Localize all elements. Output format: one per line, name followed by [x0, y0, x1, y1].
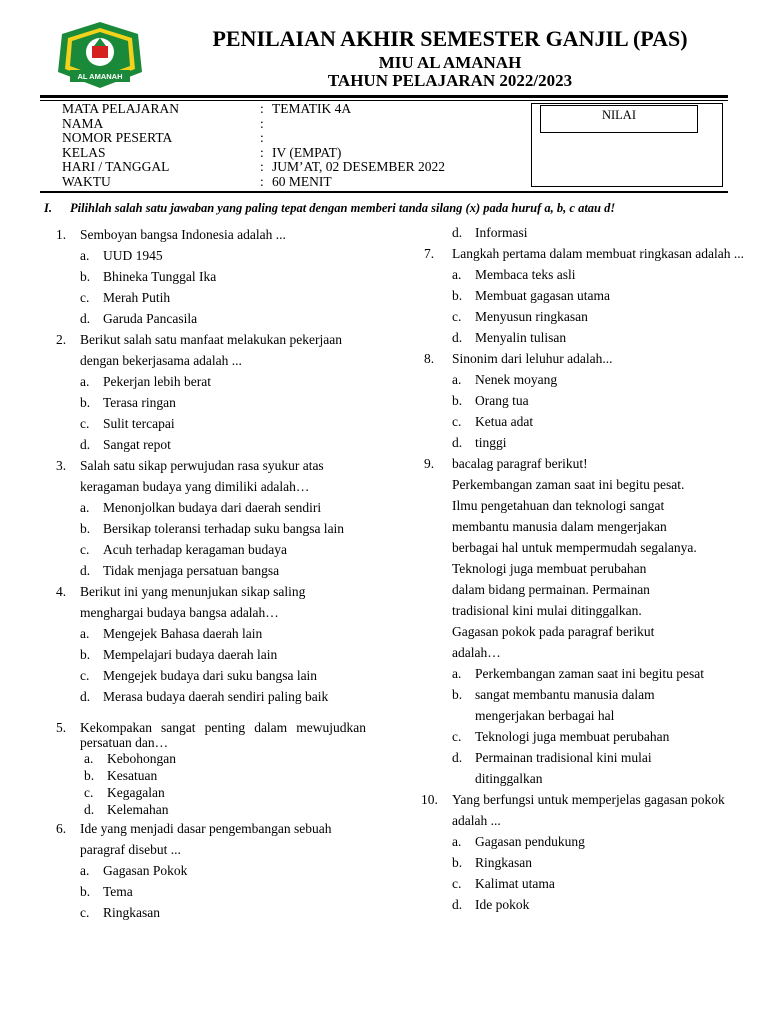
- option[interactable]: d. Merasa budaya daerah sendiri paling baik: [80, 689, 329, 704]
- question-9: 9. bacalag paragraf berikut! Perkembangan zaman saat ini begitu pesat. Ilmu pengetahuan dan teknologi sangat membantu manusia dalam mengerjakan berbagai hal untuk mempermudah segalanya. Teknologi juga membuat perubahan dalam bidang permainan. Permainan tradisional kini mulai ditinggalkan. Gagasan pokok pada paragraf berikut adalah… a. Perkembangan zaman saat ini begitu pesat b. sangat membantu manusia dalam mengerjakan berbagai hal c. Teknologi juga membuat perubahan d. Permainan tradisional kini mulai ditinggalkan: [424, 453, 744, 789]
- option[interactable]: a. UUD 1945: [80, 248, 163, 263]
- passage-line: Gagasan pokok pada paragraf berikut: [452, 624, 655, 639]
- info-row-time: WAKTU : 60 MENIT: [62, 173, 332, 189]
- question-2: 2. Berikut salah satu manfaat melakukan pekerjaan dengan bekerjasama adalah ... a. Pekerjan lebih berat b. Terasa ringan c. Sulit tercapai d. Sangat repot: [56, 329, 366, 455]
- option[interactable]: c. Ketua adat: [452, 414, 534, 429]
- option[interactable]: c. Mengejek budaya dari suku bangsa lain: [80, 668, 318, 683]
- section-instruction: I. Pilihlah salah satu jawaban yang paling tepat dengan memberi tanda silang (x) pada huruf a, b, c atau d!: [44, 201, 616, 215]
- header-rule-thick: [40, 95, 728, 98]
- option[interactable]: d. Ide pokok: [452, 897, 530, 912]
- option[interactable]: d. tinggi: [452, 435, 507, 450]
- option[interactable]: b. Orang tua: [452, 393, 529, 408]
- option[interactable]: b. Kesatuan: [84, 768, 158, 783]
- question-10: 10. Yang berfungsi untuk memperjelas gagasan pokok adalah ... a. Gagasan pendukung b. Ringkasan c. Kalimat utama d. Ide pokok: [424, 789, 744, 915]
- option[interactable]: d. Tidak menjaga persatuan bangsa: [80, 563, 280, 578]
- option[interactable]: b. Bhineka Tunggal Ika: [80, 269, 217, 284]
- question-1: 1. Semboyan bangsa Indonesia adalah ... a. UUD 1945 b. Bhineka Tunggal Ika c. Merah Putih d. Garuda Pancasila: [56, 224, 366, 329]
- question-3: 3. Salah satu sikap perwujudan rasa syukur atas keragaman budaya yang dimiliki adalah… a. Menonjolkan budaya dari daerah sendiri b. Bersikap toleransi terhadap suku bangsa lain c. Acuh terhadap keragaman budaya d. Tidak menjaga persatuan bangsa: [56, 455, 366, 581]
- info-row-date: HARI / TANGGAL : JUM’AT, 02 DESEMBER 2022: [62, 159, 446, 174]
- option[interactable]: a. Nenek moyang: [452, 372, 558, 387]
- academic-year: TAHUN PELAJARAN 2022/2023: [327, 71, 573, 90]
- info-row-subject: MATA PELAJARAN : TEMATIK 4A: [62, 101, 352, 116]
- question-5: 5. Kekompakan sangat penting dalam mewujudkan persatuan dan… a. Kebohongan b. Kesatuan c. Kegagalan d. Kelemahan: [56, 720, 366, 817]
- option[interactable]: a. Gagasan pendukung: [452, 834, 585, 849]
- option[interactable]: d. Kelemahan: [84, 802, 169, 817]
- info-row-name: NAMA :: [62, 115, 264, 131]
- option[interactable]: c. Kegagalan: [84, 785, 165, 800]
- question-8: 8. Sinonim dari leluhur adalah... a. Nenek moyang b. Orang tua c. Ketua adat d. tinggi: [424, 348, 744, 453]
- passage-line: Perkembangan zaman saat ini begitu pesat.: [452, 477, 685, 492]
- option[interactable]: b. Ringkasan: [452, 855, 532, 870]
- passage-line: berbagai hal untuk mempermudah segalanya.: [452, 540, 697, 555]
- option[interactable]: a. Pekerjan lebih berat: [80, 374, 211, 389]
- info-row-participant-number: NOMOR PESERTA :: [62, 130, 264, 145]
- option[interactable]: c. Menyusun ringkasan: [452, 309, 588, 324]
- option[interactable]: b. Tema: [80, 884, 133, 899]
- option[interactable]: d. Garuda Pancasila: [80, 311, 198, 326]
- option[interactable]: c. Acuh terhadap keragaman budaya: [80, 542, 288, 557]
- option[interactable]: b. Mempelajari budaya daerah lain: [80, 647, 278, 662]
- option[interactable]: a. Membaca teks asli: [452, 267, 576, 282]
- passage-line: dalam bidang permainan. Permainan: [452, 582, 650, 597]
- option[interactable]: d. Informasi: [452, 225, 528, 240]
- passage-line: Ilmu pengetahuan dan teknologi sangat: [452, 498, 665, 513]
- logo-text: AL AMANAH: [77, 72, 123, 81]
- option[interactable]: b. Terasa ringan: [80, 395, 176, 410]
- option[interactable]: c. Kalimat utama: [452, 876, 555, 891]
- option[interactable]: c. Ringkasan: [80, 905, 160, 920]
- option[interactable]: c. Teknologi juga membuat perubahan: [452, 729, 670, 744]
- question-7: 7. Langkah pertama dalam membuat ringkasan adalah ... a. Membaca teks asli b. Membuat gagasan utama c. Menyusun ringkasan d. Menyalin tulisan: [424, 243, 744, 348]
- option[interactable]: b. sangat membantu manusia dalam mengerjakan berbagai hal: [452, 687, 655, 723]
- option[interactable]: a. Gagasan Pokok: [80, 863, 188, 878]
- option[interactable]: d. Menyalin tulisan: [452, 330, 567, 345]
- school-logo: [56, 20, 144, 90]
- option[interactable]: c. Merah Putih: [80, 290, 171, 305]
- passage-line: membantu manusia dalam mengerjakan: [452, 519, 667, 534]
- option[interactable]: a. Kebohongan: [84, 751, 176, 766]
- passage-line: tradisional kini mulai ditinggalkan.: [452, 603, 642, 618]
- option[interactable]: a. Perkembangan zaman saat ini begitu pesat: [452, 666, 705, 681]
- question-4: 4. Berikut ini yang menunjukan sikap saling menghargai budaya bangsa adalah… a. Mengejek Bahasa daerah lain b. Mempelajari budaya daerah lain c. Mengejek budaya dari suku bangsa lain d. Merasa budaya daerah sendiri paling baik: [56, 581, 366, 707]
- option[interactable]: d. Permainan tradisional kini mulai ditinggalkan: [452, 750, 652, 786]
- info-row-class: KELAS : IV (EMPAT): [62, 144, 342, 160]
- option[interactable]: d. Sangat repot: [80, 437, 171, 452]
- option[interactable]: c. Sulit tercapai: [80, 416, 175, 431]
- questions-right-column: [421, 222, 745, 915]
- passage-line: adalah…: [452, 645, 501, 660]
- option[interactable]: b. Membuat gagasan utama: [452, 288, 610, 303]
- option[interactable]: a. Menonjolkan budaya dari daerah sendiri: [80, 500, 322, 515]
- option[interactable]: b. Bersikap toleransi terhadap suku bangsa lain: [80, 521, 345, 536]
- exam-info-block: [62, 102, 445, 189]
- option[interactable]: a. Mengejek Bahasa daerah lain: [80, 626, 263, 641]
- question-6: 6. Ide yang menjadi dasar pengembangan sebuah paragraf disebut ... a. Gagasan Pokok b. Tema c. Ringkasan: [56, 818, 366, 923]
- score-label: NILAI: [540, 105, 698, 133]
- info-rule-bottom: [40, 191, 728, 193]
- questions-left-column: [56, 224, 366, 923]
- passage-line: Teknologi juga membuat perubahan: [452, 561, 647, 576]
- exam-title: PENILAIAN AKHIR SEMESTER GANJIL (PAS): [212, 26, 688, 51]
- school-name: MIU AL AMANAH: [378, 53, 522, 72]
